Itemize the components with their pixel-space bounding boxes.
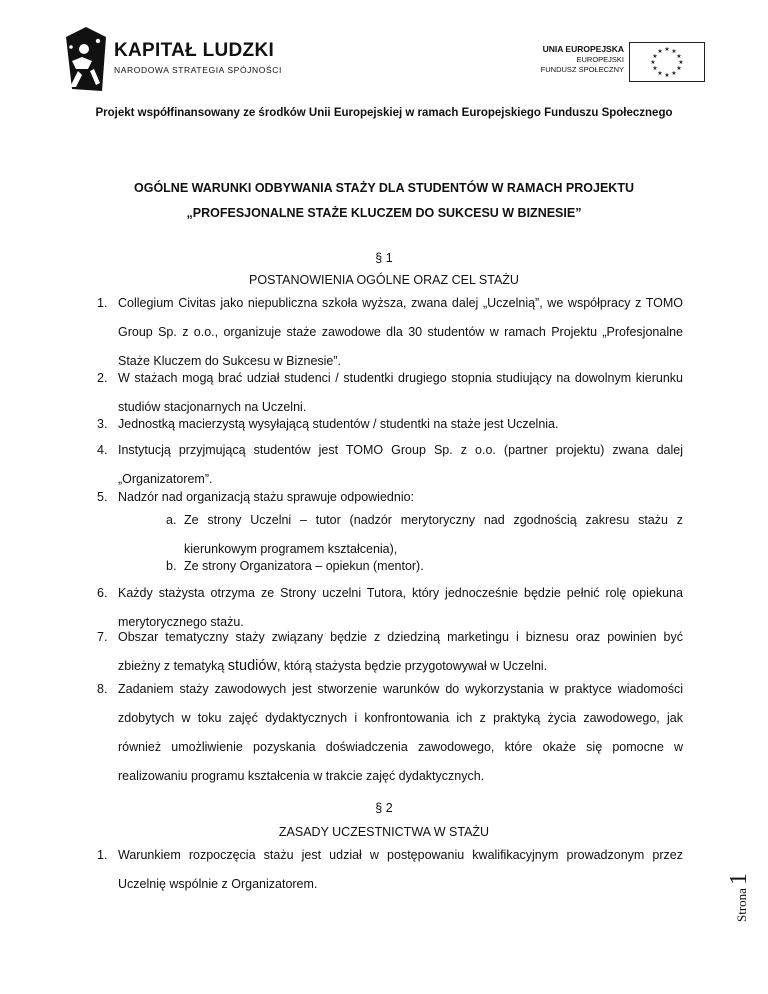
item-text-a: Obszar tematyczny staży związany będzie z dziedziną marketingu i biznesu oraz powinien być zbieżny z tematyką xyxy=(118,630,683,673)
item-letter: a. xyxy=(166,513,177,527)
section1-item-7 xyxy=(97,623,683,681)
section1-item-5b xyxy=(166,552,683,581)
item-text: Jednostką macierzystą wysyłającą studentów / studentki na staże jest Uczelnia. xyxy=(118,417,559,431)
svg-text:★: ★ xyxy=(671,70,677,77)
item-number: 8. xyxy=(97,682,108,696)
document-title-line1: OGÓLNE WARUNKI ODBYWANIA STAŻY DLA STUDENTÓW W RAMACH PROJEKTU xyxy=(134,181,634,195)
item-number: 3. xyxy=(97,417,108,431)
section1-symbol: § 1 xyxy=(375,251,393,265)
svg-text:★: ★ xyxy=(676,53,682,60)
svg-text:★: ★ xyxy=(650,59,656,66)
section2-heading: ZASADY UCZESTNICTWA W STAŻU xyxy=(278,825,490,839)
svg-text:★: ★ xyxy=(671,48,677,55)
item-text: Ze strony Organizatora – opiekun (mentor). xyxy=(184,559,424,573)
item-text: Każdy stażysta otrzyma ze Strony uczelni Tutora, który jednocześnie będzie pełnić rolę opiekuna merytorycznego stażu. xyxy=(118,586,683,629)
eu-fund-line1: EUROPEJSKI xyxy=(576,54,624,64)
item-letter: b. xyxy=(166,559,177,573)
page-number: 1 xyxy=(726,873,752,886)
item-number: 7. xyxy=(97,630,108,644)
item-text: Instytucją przyjmującą studentów jest TOMO Group Sp. z o.o. (partner projektu) zwana dalej „Organizatorem”. xyxy=(118,443,683,486)
item-number: 1. xyxy=(97,296,108,310)
item-text: Zadaniem staży zawodowych jest stworzenie warunków do wykorzystania w praktyce wiadomości zdobytych w toku zajęć dydaktycznych i konfrontowania ich z praktyką życia zawodowego, jak również umożliwienie pozyskania doświadczenia zawodowego, które okaże się pomocne w realizowaniu programu kształcenia w trakcie zajęć dydaktycznych. xyxy=(118,682,683,783)
item-text-c: , którą stażysta będzie przygotowywał w Uczelni. xyxy=(276,659,548,673)
document-title-line2: „PROFESJONALNE STAŻE KLUCZEM DO SUKCESU W BIZNESIE” xyxy=(186,206,582,220)
cofinancing-note: Projekt współfinansowany ze środków Unii Europejskiej w ramach Europejskiego Funduszu Społecznego xyxy=(95,107,673,119)
kapital-ludzki-emblem-icon xyxy=(62,27,108,93)
section1-item-8 xyxy=(97,675,683,791)
kapital-ludzki-logo xyxy=(62,27,282,93)
eu-logo-text xyxy=(541,44,624,76)
svg-text:★: ★ xyxy=(652,53,658,60)
eu-fund-line2: FUNDUSZ SPOŁECZNY xyxy=(540,65,624,74)
svg-text:★: ★ xyxy=(676,65,682,72)
section2-symbol: § 2 xyxy=(375,801,393,815)
svg-text:★: ★ xyxy=(664,46,670,53)
item-text: Collegium Civitas jako niepubliczna szkoła wyższa, zwana dalej „Uczelnią”, we współpracy z TOMO Group Sp. z o.o., organizuje staże zawodowe dla 30 studentów w ramach Projektu „Profesjonalne Staże Kluczem do Sukcesu w Biznesie”. xyxy=(118,296,683,368)
item-text-highlight: studiów xyxy=(227,658,277,674)
item-text: Ze strony Uczelni – tutor (nadzór merytoryczny nad zgodnością zakresu stażu z kierunkowym programem kształcenia), xyxy=(184,513,683,556)
svg-text:★: ★ xyxy=(657,70,663,77)
page-label: Strona xyxy=(734,888,749,922)
item-number: 6. xyxy=(97,586,108,600)
item-number: 2. xyxy=(97,371,108,385)
kapital-ludzki-subtitle: NARODOWA STRATEGIA SPÓJNOŚCI xyxy=(114,65,282,75)
eu-logo xyxy=(532,42,707,82)
page-number-vertical xyxy=(710,842,752,922)
section1-item-1 xyxy=(97,289,683,376)
item-text: Warunkiem rozpoczęcia stażu jest udział w postępowaniu kwalifikacyjnym prowadzonym przez Uczelnię wspólnie z Organizatorem. xyxy=(118,848,683,891)
svg-text:★: ★ xyxy=(652,65,658,72)
section2-item-1 xyxy=(97,841,683,899)
item-number: 5. xyxy=(97,490,108,504)
section1-item-3 xyxy=(97,410,683,439)
item-text: W stażach mogą brać udział studenci / studentki drugiego stopnia studiujący na dowolnym kierunku studiów stacjonarnych na Uczelni. xyxy=(118,371,683,414)
item-text: Nadzór nad organizacją stażu sprawuje odpowiednio: xyxy=(118,490,415,504)
item-number: 4. xyxy=(97,443,108,457)
eu-name: UNIA EUROPEJSKA xyxy=(542,44,624,54)
kapital-ludzki-title: KAPITAŁ LUDZKI xyxy=(114,40,275,61)
svg-text:★: ★ xyxy=(664,72,670,79)
section1-heading: POSTANOWIENIA OGÓLNE ORAZ CEL STAŻU xyxy=(249,273,519,287)
item-number: 1. xyxy=(97,848,108,862)
eu-flag-icon xyxy=(629,42,705,82)
svg-text:★: ★ xyxy=(678,59,684,66)
svg-text:★: ★ xyxy=(657,48,663,55)
